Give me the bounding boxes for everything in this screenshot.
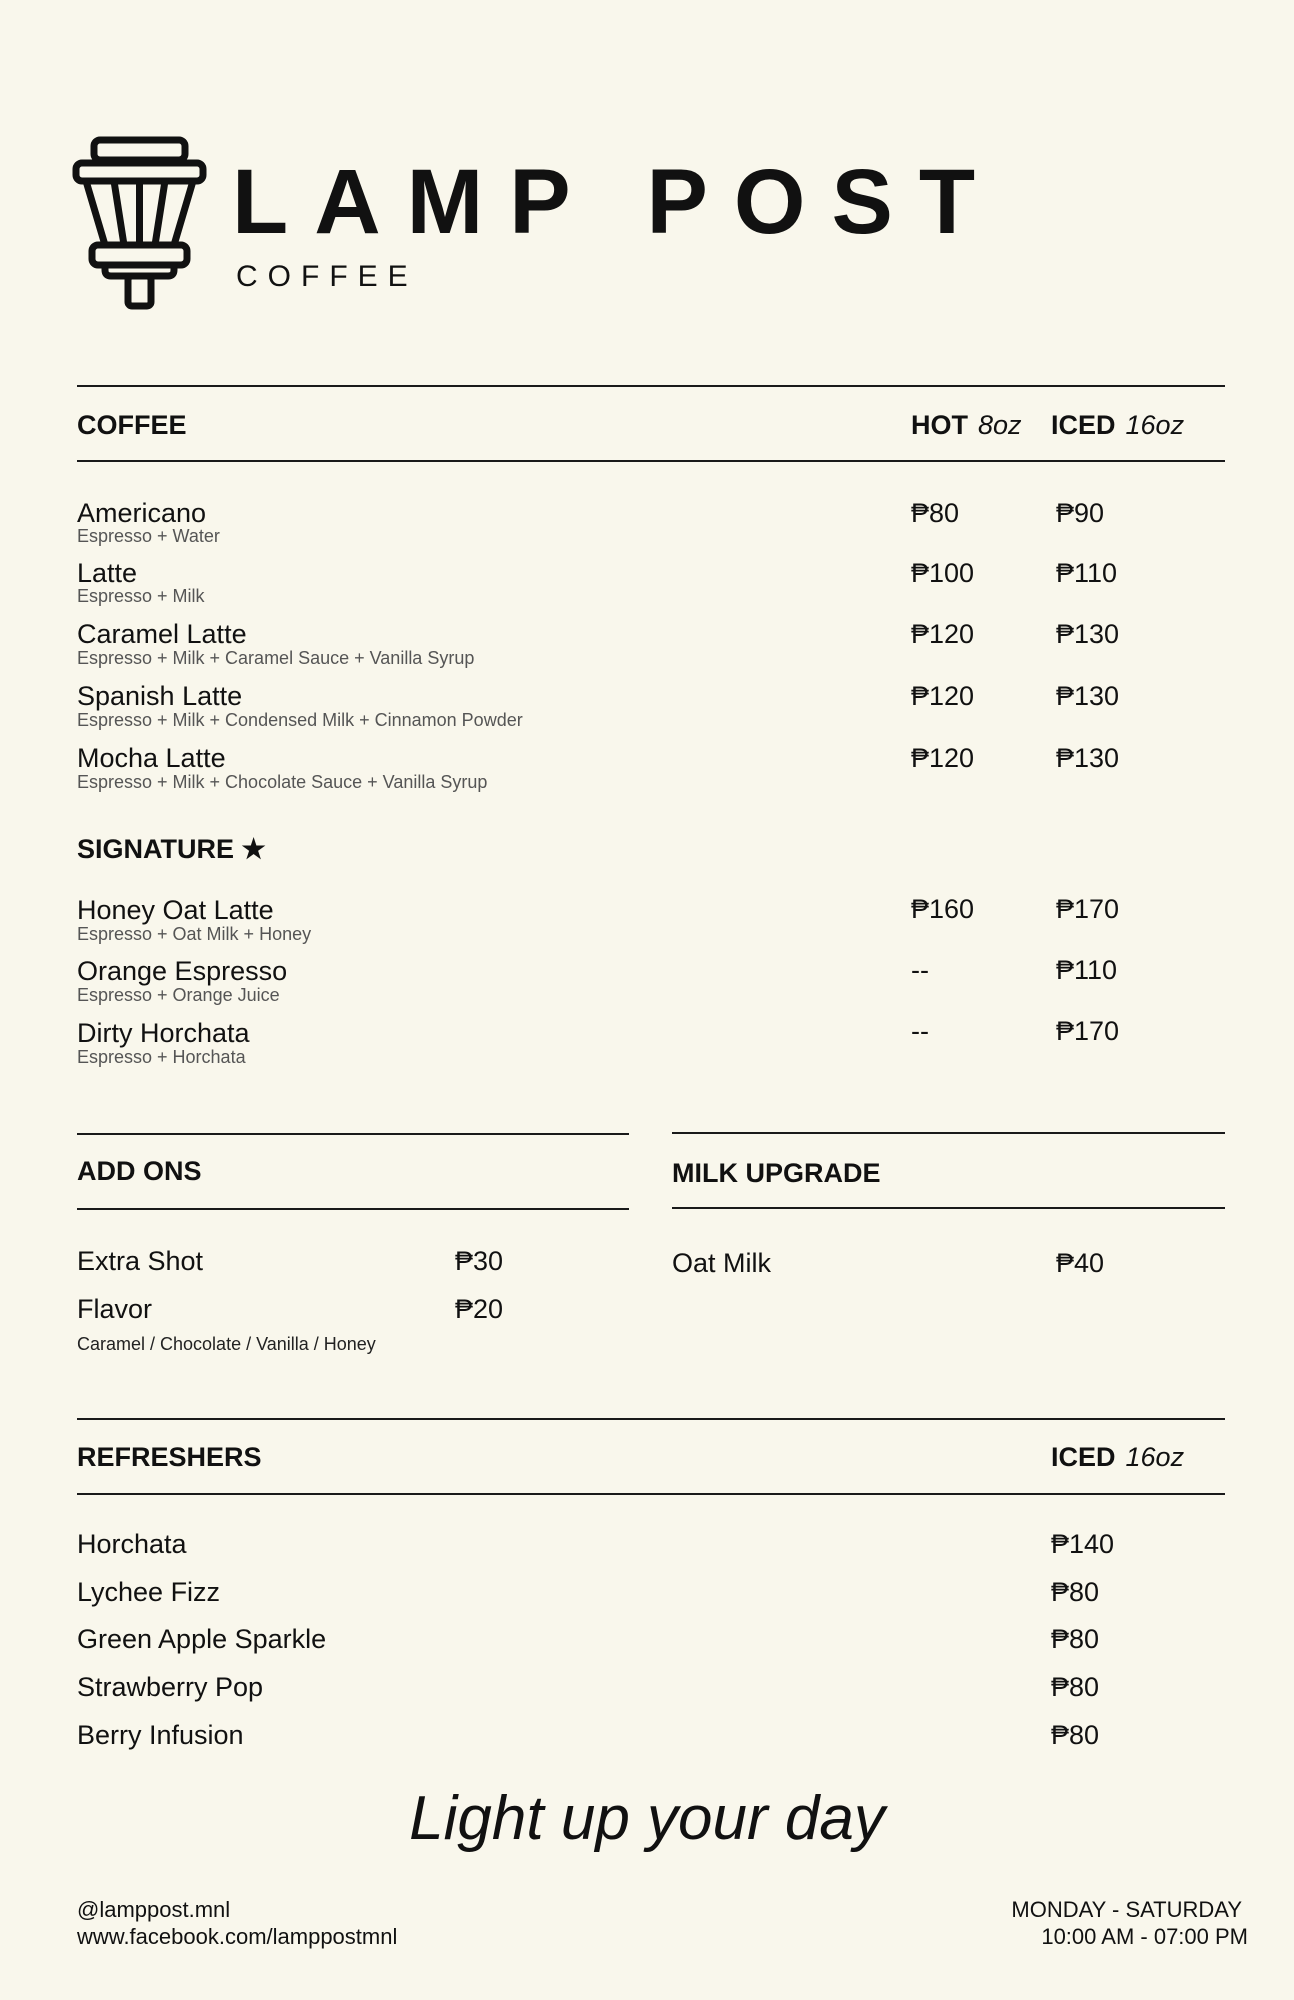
hot-price: -- (911, 955, 929, 985)
iced-price: ₱110 (1056, 955, 1118, 985)
item-price: ₱80 (1051, 1672, 1100, 1702)
coffee-heading: COFFEE (77, 410, 187, 440)
item-price: ₱20 (455, 1294, 504, 1324)
milk-upgrade-top-divider (672, 1132, 1225, 1134)
item-desc: Espresso + Horchata (77, 1047, 246, 1067)
item-name: Americano (77, 498, 207, 528)
addons-heading: ADD ONS (77, 1156, 202, 1186)
iced-price: ₱170 (1056, 894, 1120, 924)
item-price: ₱80 (1051, 1577, 1100, 1607)
hot-price: ₱100 (911, 558, 975, 588)
coffee-iced-size-label (1051, 412, 1184, 439)
item-name: Lychee Fizz (77, 1577, 221, 1607)
item-desc: Espresso + Milk + Chocolate Sauce + Vanilla Syrup (77, 772, 488, 792)
milk-upgrade-bottom-divider (672, 1207, 1225, 1209)
item-name: Flavor (77, 1294, 153, 1324)
iced-price: ₱170 (1056, 1016, 1120, 1046)
item-price: ₱140 (1051, 1529, 1115, 1559)
item-price: ₱80 (1051, 1720, 1100, 1750)
item-name: Honey Oat Latte (77, 895, 274, 925)
refreshers-top-divider (77, 1418, 1225, 1420)
item-name: Caramel Latte (77, 619, 247, 649)
instagram-handle: @lamppost.mnl (77, 1897, 231, 1922)
coffee-bottom-divider (77, 460, 1225, 462)
hot-price: ₱120 (911, 681, 975, 711)
refreshers-heading: REFRESHERS (77, 1442, 262, 1472)
iced-size: 16oz (1125, 1442, 1185, 1472)
item-name: Strawberry Pop (77, 1672, 264, 1702)
coffee-hot-size-label (911, 412, 1022, 439)
item-name: Spanish Latte (77, 681, 243, 711)
item-price: ₱40 (1056, 1248, 1105, 1278)
hot-price: ₱120 (911, 619, 975, 649)
milk-upgrade-heading: MILK UPGRADE (672, 1158, 881, 1188)
iced-price: ₱110 (1056, 558, 1118, 588)
iced-price: ₱130 (1056, 743, 1120, 773)
item-name: Green Apple Sparkle (77, 1624, 327, 1654)
iced-label: ICED (1051, 1442, 1116, 1472)
addons-top-divider (77, 1133, 629, 1135)
flavor-options-note: Caramel / Chocolate / Vanilla / Honey (77, 1334, 376, 1354)
iced-price: ₱130 (1056, 619, 1120, 649)
opening-hours: 10:00 AM - 07:00 PM (1041, 1924, 1248, 1949)
item-price: ₱80 (1051, 1624, 1100, 1654)
item-name: Orange Espresso (77, 956, 288, 986)
hot-label: HOT (911, 410, 968, 440)
hot-price: ₱160 (911, 894, 975, 924)
item-name: Mocha Latte (77, 743, 226, 773)
item-name: Latte (77, 558, 138, 588)
item-name: Extra Shot (77, 1246, 204, 1276)
item-desc: Espresso + Oat Milk + Honey (77, 924, 312, 944)
coffee-top-divider (77, 385, 1225, 387)
brand-title: LAMP POST (232, 151, 1002, 253)
item-desc: Espresso + Water (77, 526, 220, 546)
facebook-url: www.facebook.com/lamppostmnl (77, 1924, 398, 1949)
lamp-post-logo-icon (72, 136, 207, 311)
item-desc: Espresso + Milk + Caramel Sauce + Vanilla Syrup (77, 648, 475, 668)
iced-price: ₱130 (1056, 681, 1120, 711)
item-desc: Espresso + Milk + Condensed Milk + Cinnamon Powder (77, 710, 523, 730)
iced-label: ICED (1051, 410, 1116, 440)
item-name: Horchata (77, 1529, 187, 1559)
item-price: ₱30 (455, 1246, 504, 1276)
item-name: Oat Milk (672, 1248, 772, 1278)
opening-days: MONDAY - SATURDAY (1011, 1897, 1242, 1922)
brand-subtitle: COFFEE (236, 260, 418, 293)
item-name: Berry Infusion (77, 1720, 244, 1750)
iced-size: 16oz (1125, 410, 1185, 440)
hot-size: 8oz (978, 410, 1022, 440)
refreshers-iced-size-label (1051, 1444, 1184, 1471)
tagline: Light up your day (409, 1784, 885, 1853)
iced-price: ₱90 (1056, 498, 1105, 528)
hot-price: -- (911, 1016, 929, 1046)
item-desc: Espresso + Milk (77, 586, 205, 606)
refreshers-bottom-divider (77, 1493, 1225, 1495)
hot-price: ₱120 (911, 743, 975, 773)
item-name: Dirty Horchata (77, 1018, 250, 1048)
addons-bottom-divider (77, 1208, 629, 1210)
signature-heading: SIGNATURE ★ (77, 834, 266, 864)
item-desc: Espresso + Orange Juice (77, 985, 280, 1005)
hot-price: ₱80 (911, 498, 960, 528)
